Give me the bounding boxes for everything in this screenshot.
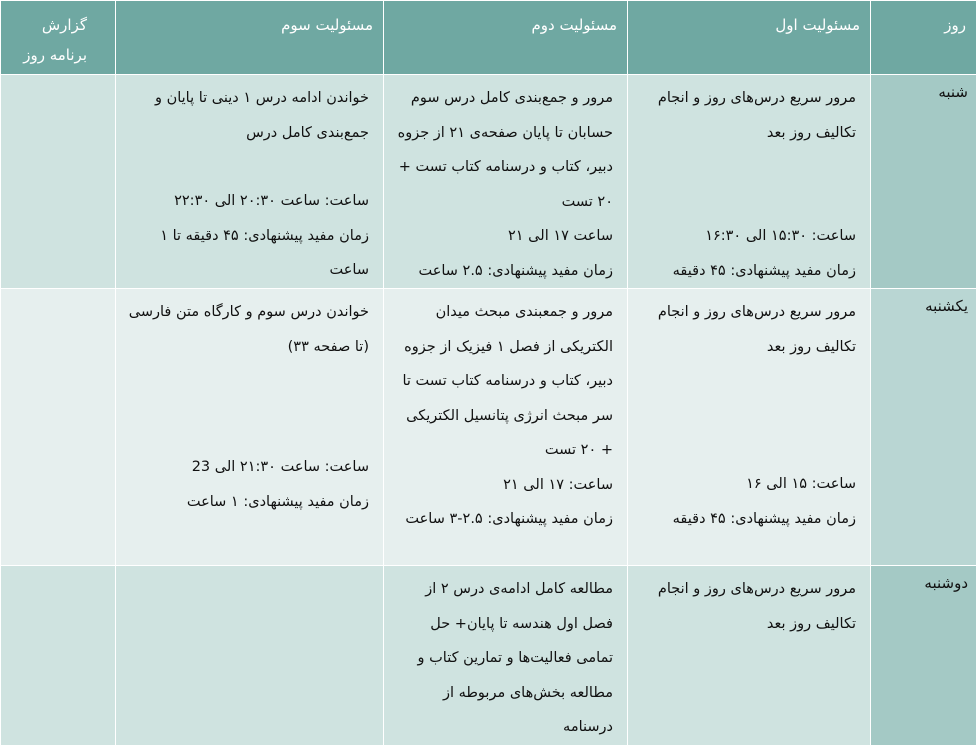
time-text: ساعت: ۱۷ الی ۲۱ (396, 468, 613, 503)
duration-text: زمان مفید پیشنهادی: ۴۵ دقیقه (640, 254, 856, 289)
day-cell (871, 289, 976, 566)
report-cell[interactable] (1, 75, 116, 289)
report-cell[interactable] (1, 289, 116, 566)
time-text: ساعت: ساعت ۲۱:۳۰ الی 23 (128, 450, 369, 485)
header-third-label: مسئولیت سوم (116, 1, 383, 40)
third-responsibility-cell (116, 289, 384, 566)
header-first-responsibility (628, 1, 871, 75)
day-cell (871, 75, 976, 289)
duration-text: زمان مفید پیشنهادی: ۴۵ دقیقه تا ۱ ساعت (128, 219, 369, 288)
task-text: مرور و جمع‌بندی کامل درس سوم حسابان تا پایان صفحه‌ی ۲۱ از جزوه دبیر، کتاب و درسنامه کتاب تست + ۲۰ تست (396, 81, 613, 219)
time-text: ساعت ۱۷ الی ۲۱ (396, 219, 613, 254)
time-text: ساعت: ساعت ۲۰:۳۰ الی ۲۲:۳۰ (128, 184, 369, 219)
day-label: شنبه (871, 75, 976, 101)
second-responsibility-cell (384, 75, 628, 289)
second-responsibility-cell (384, 566, 628, 746)
header-day-label: روز (871, 1, 976, 40)
duration-text: زمان مفید پیشنهادی: ۲.۵ ساعت (396, 254, 613, 289)
header-second-label: مسئولیت دوم (384, 1, 627, 40)
table-row (1, 289, 976, 566)
table-row (1, 75, 976, 289)
task-text: مرور و جمعبندی مبحث میدان الکتریکی از فصل ۱ فیزیک از جزوه دبیر، کتاب و درسنامه کتاب تست تا سر مبحث انرژی پتانسیل الکتریکی + ۲۰ تست (396, 295, 613, 468)
report-cell[interactable] (1, 566, 116, 746)
header-second-responsibility (384, 1, 628, 75)
header-row (1, 1, 976, 75)
header-report-line2: برنامه روز (11, 40, 87, 70)
header-report (1, 1, 116, 75)
day-cell (871, 566, 976, 746)
third-responsibility-cell (116, 566, 384, 746)
header-day (871, 1, 976, 75)
header-report-line1: گزارش (11, 10, 87, 40)
duration-text: زمان مفید پیشنهادی: ۱ ساعت (128, 485, 369, 520)
third-responsibility-cell (116, 75, 384, 289)
first-responsibility-cell (628, 566, 871, 746)
day-label: یکشنبه (871, 289, 976, 315)
report-text (1, 566, 115, 572)
second-responsibility-cell (384, 289, 628, 566)
header-first-label: مسئولیت اول (628, 1, 870, 40)
day-label: دوشنبه (871, 566, 976, 592)
time-text: ساعت: ۱۵:۳۰ الی ۱۶:۳۰ (640, 219, 856, 254)
duration-text: زمان مفید پیشنهادی: ۴۵ دقیقه (640, 502, 856, 537)
duration-text: زمان مفید پیشنهادی: ۲.۵-۳ ساعت (396, 502, 613, 537)
header-report-label (1, 1, 115, 70)
task-text: خواندن ادامه درس ۱ دینی تا پایان و جمع‌بندی کامل درس (128, 81, 369, 150)
report-text (1, 289, 115, 295)
report-text (1, 75, 115, 81)
task-text: مرور سریع درس‌های روز و انجام تکالیف روز بعد (640, 295, 856, 364)
task-text: مرور سریع درس‌های روز و انجام تکالیف روز بعد (640, 572, 856, 641)
time-text: ساعت: ۱۵ الی ۱۶ (640, 467, 856, 502)
table-row (1, 566, 976, 746)
first-responsibility-cell (628, 289, 871, 566)
task-text: مرور سریع درس‌های روز و انجام تکالیف روز بعد (640, 81, 856, 150)
first-responsibility-cell (628, 75, 871, 289)
task-text: خواندن درس سوم و کارگاه متن فارسی (تا صفحه ۳۳) (128, 295, 369, 364)
task-text: مطالعه کامل ادامه‌ی درس ۲ از فصل اول هندسه تا پایان+ حل تمامی فعالیت‌ها و تمارین کتاب و مطالعه بخش‌های مربوطه از درسنامه (396, 572, 613, 745)
header-third-responsibility (116, 1, 384, 75)
